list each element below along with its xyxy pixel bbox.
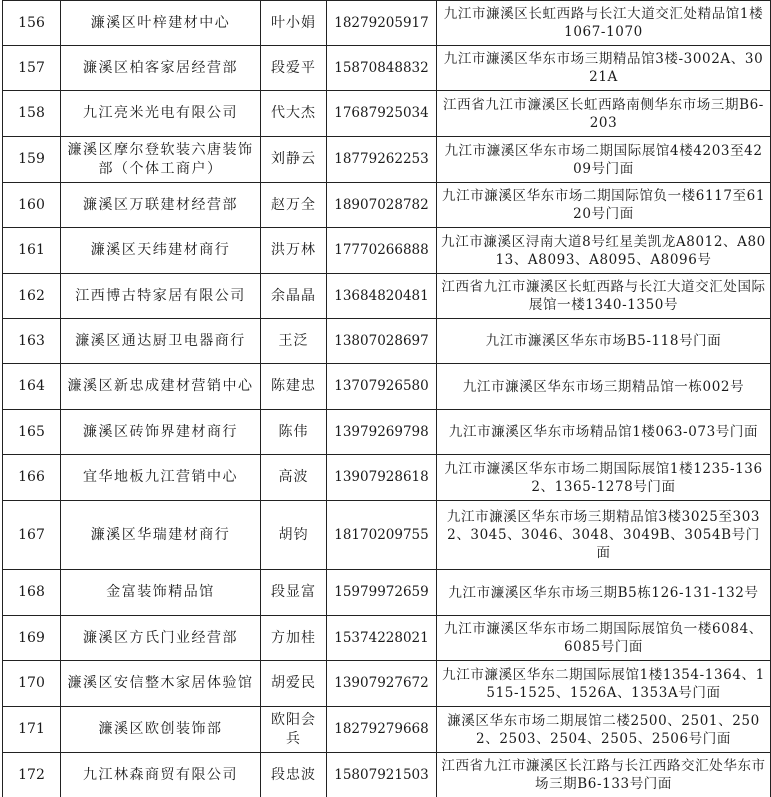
address-cell: 九江市濂溪区华东市场B5-118号门面 <box>437 319 771 364</box>
phone-number-cell: 13907928618 <box>327 455 437 501</box>
business-name-cell: 濂溪区叶梓建材中心 <box>61 1 261 46</box>
address-cell: 九江市濂溪区华东市场三期精品馆一栋002号 <box>437 364 771 410</box>
phone-number-cell: 13707926580 <box>327 364 437 410</box>
row-number-cell: 159 <box>3 137 61 183</box>
table-row <box>3 410 771 455</box>
merchant-table <box>2 0 771 797</box>
table-row <box>3 364 771 410</box>
contact-person-cell: 刘静云 <box>261 137 327 183</box>
address-cell: 江西省九江市濂溪区长江路与长江西路交汇处华东市场三期B6-133号门面 <box>437 753 771 797</box>
table-row <box>3 616 771 661</box>
business-name-cell: 江西博古特家居有限公司 <box>61 274 261 319</box>
contact-person-cell: 叶小娟 <box>261 1 327 46</box>
row-number-cell: 166 <box>3 455 61 501</box>
row-number-cell: 169 <box>3 616 61 661</box>
table-row <box>3 753 771 797</box>
phone-number-cell: 13684820481 <box>327 274 437 319</box>
phone-number-cell: 17687925034 <box>327 91 437 137</box>
table-row <box>3 501 771 570</box>
address-cell: 九江市濂溪区华东二期国际展馆1楼1354-1364、1515-1525、1526A、1353A号门面 <box>437 661 771 707</box>
business-name-cell: 金富装饰精品馆 <box>61 570 261 616</box>
business-name-cell: 濂溪区华瑞建材商行 <box>61 501 261 570</box>
row-number-cell: 168 <box>3 570 61 616</box>
contact-person-cell: 洪万林 <box>261 228 327 274</box>
business-name-cell: 九江亮米光电有限公司 <box>61 91 261 137</box>
address-cell: 九江市濂溪区华东市场三期B5栋126-131-132号 <box>437 570 771 616</box>
business-name-cell: 宜华地板九江营销中心 <box>61 455 261 501</box>
contact-person-cell: 方加桂 <box>261 616 327 661</box>
address-cell: 九江市濂溪区浔南大道8号红星美凯龙A8012、A8013、A8093、A8095、A8096号 <box>437 228 771 274</box>
address-cell: 九江市濂溪区华东市场三期精品馆3楼3025至3032、3045、3046、3048、3049B、3054B号门面 <box>437 501 771 570</box>
table-row <box>3 570 771 616</box>
phone-number-cell: 17770266888 <box>327 228 437 274</box>
address-cell: 九江市濂溪区华东市场二期国际展馆4楼4203至4209号门面 <box>437 137 771 183</box>
business-name-cell: 九江林森商贸有限公司 <box>61 753 261 797</box>
table-row <box>3 1 771 46</box>
row-number-cell: 162 <box>3 274 61 319</box>
contact-person-cell: 段显富 <box>261 570 327 616</box>
phone-number-cell: 13979269798 <box>327 410 437 455</box>
phone-number-cell: 18170209755 <box>327 501 437 570</box>
contact-person-cell: 余晶晶 <box>261 274 327 319</box>
phone-number-cell: 13907927672 <box>327 661 437 707</box>
contact-person-cell: 王泛 <box>261 319 327 364</box>
contact-person-cell: 段爱平 <box>261 46 327 91</box>
table-row <box>3 319 771 364</box>
row-number-cell: 172 <box>3 753 61 797</box>
table-row <box>3 91 771 137</box>
business-name-cell: 濂溪区万联建材经营部 <box>61 183 261 228</box>
contact-person-cell: 欧阳会兵 <box>261 707 327 753</box>
table-row <box>3 661 771 707</box>
contact-person-cell: 胡爱民 <box>261 661 327 707</box>
row-number-cell: 160 <box>3 183 61 228</box>
business-name-cell: 濂溪区新忠成建材营销中心 <box>61 364 261 410</box>
phone-number-cell: 18779262253 <box>327 137 437 183</box>
contact-person-cell: 陈建忠 <box>261 364 327 410</box>
business-name-cell: 濂溪区方氏门业经营部 <box>61 616 261 661</box>
table-row <box>3 455 771 501</box>
row-number-cell: 167 <box>3 501 61 570</box>
address-cell: 九江市濂溪区华东市场精品馆1楼063-073号门面 <box>437 410 771 455</box>
table-row <box>3 707 771 753</box>
contact-person-cell: 代大杰 <box>261 91 327 137</box>
merchant-table-body <box>3 1 771 797</box>
row-number-cell: 171 <box>3 707 61 753</box>
address-cell: 九江市濂溪区华东市场二期国际展馆负一楼6084、6085号门面 <box>437 616 771 661</box>
contact-person-cell: 陈伟 <box>261 410 327 455</box>
business-name-cell: 濂溪区通达厨卫电器商行 <box>61 319 261 364</box>
address-cell: 九江市濂溪区长虹西路与长江大道交汇处精品馆1楼1067-1070 <box>437 1 771 46</box>
business-name-cell: 濂溪区砖饰界建材商行 <box>61 410 261 455</box>
business-name-cell: 濂溪区欧创装饰部 <box>61 707 261 753</box>
table-row <box>3 46 771 91</box>
contact-person-cell: 胡钧 <box>261 501 327 570</box>
table-row <box>3 228 771 274</box>
table-row <box>3 183 771 228</box>
phone-number-cell: 15374228021 <box>327 616 437 661</box>
contact-person-cell: 段忠波 <box>261 753 327 797</box>
phone-number-cell: 15979972659 <box>327 570 437 616</box>
row-number-cell: 164 <box>3 364 61 410</box>
business-name-cell: 濂溪区摩尔登软装六唐装饰部（个体工商户） <box>61 137 261 183</box>
row-number-cell: 157 <box>3 46 61 91</box>
row-number-cell: 158 <box>3 91 61 137</box>
contact-person-cell: 高波 <box>261 455 327 501</box>
row-number-cell: 165 <box>3 410 61 455</box>
phone-number-cell: 18279205917 <box>327 1 437 46</box>
phone-number-cell: 18907028782 <box>327 183 437 228</box>
address-cell: 九江市濂溪区华东市场二期国际展馆1楼1235-1362、1365-1278号门面 <box>437 455 771 501</box>
address-cell: 江西省九江市濂溪区长虹西路与长江大道交汇处国际展馆一楼1340-1350号 <box>437 274 771 319</box>
address-cell: 江西省九江市濂溪区长虹西路南侧华东市场三期B6-203 <box>437 91 771 137</box>
address-cell: 濂溪区华东市场二期展馆二楼2500、2501、2502、2503、2504、2505、2506号门面 <box>437 707 771 753</box>
row-number-cell: 156 <box>3 1 61 46</box>
business-name-cell: 濂溪区天纬建材商行 <box>61 228 261 274</box>
table-row <box>3 274 771 319</box>
contact-person-cell: 赵万全 <box>261 183 327 228</box>
business-name-cell: 濂溪区安信整木家居体验馆 <box>61 661 261 707</box>
phone-number-cell: 18279279668 <box>327 707 437 753</box>
row-number-cell: 170 <box>3 661 61 707</box>
address-cell: 九江市濂溪区华东市场二期国际馆负一楼6117至6120号门面 <box>437 183 771 228</box>
row-number-cell: 163 <box>3 319 61 364</box>
phone-number-cell: 13807028697 <box>327 319 437 364</box>
table-row <box>3 137 771 183</box>
phone-number-cell: 15870848832 <box>327 46 437 91</box>
phone-number-cell: 15807921503 <box>327 753 437 797</box>
business-name-cell: 濂溪区柏客家居经营部 <box>61 46 261 91</box>
address-cell: 九江市濂溪区华东市场三期精品馆3楼-3002A、3021A <box>437 46 771 91</box>
row-number-cell: 161 <box>3 228 61 274</box>
